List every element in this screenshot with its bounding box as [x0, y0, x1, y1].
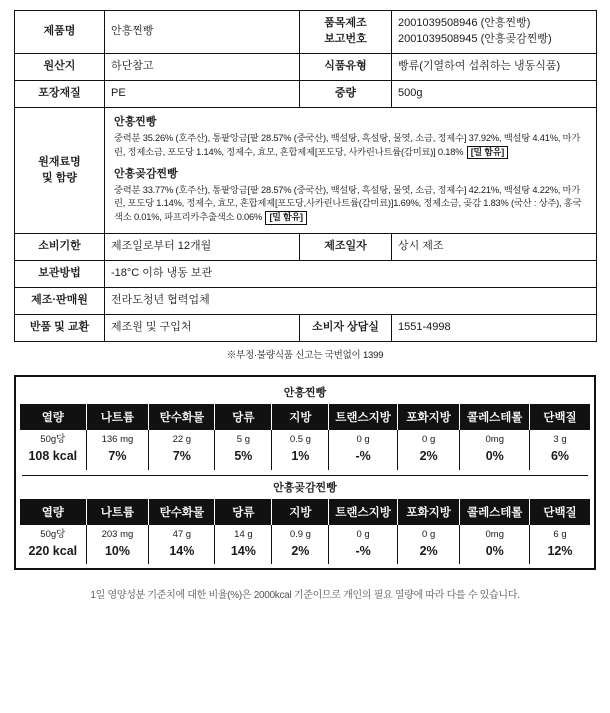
nutrition-cell-protein	[530, 525, 590, 565]
nutrition-value-row-1	[20, 430, 590, 470]
nutrition-header-sugars: 당류	[215, 404, 272, 430]
row-label-manufacturer: 제조·판매원	[15, 288, 105, 315]
nutrition-header-sodium: 나트륨	[86, 404, 149, 430]
report-number-line-2: 2001039508945 (안흥곶감찐빵)	[398, 32, 552, 45]
table-row	[15, 234, 597, 261]
carbs-amount-2: 47 g	[172, 528, 192, 540]
nutrition-header-sugars: 당류	[215, 499, 272, 525]
ingredient-title-2: 안흥곶감찐빵	[114, 167, 178, 180]
sugars-percent-1: 5%	[234, 448, 253, 463]
nutrition-title-1: 안흥찐빵	[283, 387, 327, 400]
nutrition-cell-cholesterol	[460, 525, 530, 565]
ingredient-block-2	[114, 167, 588, 226]
row-label-manufacture-date: 제조일자	[300, 234, 392, 261]
daily-value-note: 1일 영양성분 기준치에 대한 비율(%)은 2000kcal 기준이므로 개인의 필요 열량에 따라 다를 수 있습니다.	[90, 590, 520, 602]
allergen-badge-2: [밀 함유]	[265, 211, 306, 225]
ingredient-block-1	[114, 115, 588, 160]
saturated-fat-amount-1: 0 g	[422, 434, 436, 446]
carbs-percent-2: 14%	[169, 543, 195, 558]
nutrition-cell-saturated-fat	[397, 525, 460, 565]
nutrition-cell-trans-fat	[329, 430, 397, 470]
sodium-amount-2: 203 mg	[101, 528, 134, 540]
trans-fat-amount-1: 0 g	[356, 434, 370, 446]
carbs-amount-1: 22 g	[172, 434, 192, 446]
nutrition-header-cholesterol: 콜레스테롤	[460, 499, 530, 525]
nutrition-header-trans-fat: 트랜스지방	[329, 404, 397, 430]
fat-amount-1: 0.5 g	[289, 434, 311, 446]
sodium-percent-1: 7%	[108, 448, 127, 463]
table-row	[15, 288, 597, 315]
saturated-fat-amount-2: 0 g	[422, 528, 436, 540]
nutrition-header-row-2	[20, 499, 590, 525]
nutrition-cell-fat	[272, 525, 329, 565]
cholesterol-percent-1: 0%	[485, 448, 504, 463]
trans-fat-amount-2: 0 g	[356, 528, 370, 540]
cholesterol-percent-2: 0%	[485, 543, 504, 558]
row-label-product-name: 제품명	[15, 11, 105, 54]
protein-amount-1: 3 g	[553, 434, 567, 446]
nutrition-cell-cholesterol	[460, 430, 530, 470]
row-value-expiry: 제조일로부터 12개월	[105, 234, 300, 261]
nutrition-table-2	[20, 499, 590, 565]
row-value-product-name: 안흥찐빵	[105, 11, 300, 54]
carbs-percent-1: 7%	[172, 448, 191, 463]
row-value-origin: 하단참고	[105, 53, 300, 80]
cholesterol-amount-1: 0mg	[485, 434, 504, 446]
nutrition-cell-calories	[20, 430, 86, 470]
ingredient-text-2	[114, 184, 588, 226]
table-row	[15, 315, 597, 342]
nutrition-cell-sugars	[215, 525, 272, 565]
nutrition-cell-sodium	[86, 430, 149, 470]
nutrition-cell-sodium	[86, 525, 149, 565]
calories-value-1: 108 kcal	[28, 448, 78, 463]
row-label-expiry: 소비기한	[15, 234, 105, 261]
nutrition-value-row-2	[20, 525, 590, 565]
nutrition-header-carbs: 탄수화물	[149, 499, 215, 525]
sodium-percent-2: 10%	[104, 543, 130, 558]
fat-percent-2: 2%	[291, 543, 310, 558]
nutrition-header-cholesterol: 콜레스테롤	[460, 404, 530, 430]
nutrition-cell-carbs	[149, 525, 215, 565]
nutrition-header-saturated-fat: 포화지방	[397, 404, 460, 430]
serving-size-2: 50g당	[40, 528, 66, 540]
ingredient-title-1: 안흥찐빵	[114, 115, 157, 128]
row-label-storage: 보관방법	[15, 261, 105, 288]
nutrition-header-trans-fat: 트랜스지방	[329, 499, 397, 525]
trans-fat-percent-1: -%	[355, 448, 371, 463]
sugars-percent-2: 14%	[230, 543, 256, 558]
saturated-fat-percent-1: 2%	[419, 448, 438, 463]
nutrition-header-carbs: 탄수화물	[149, 404, 215, 430]
row-label-packaging: 포장재질	[15, 80, 105, 107]
saturated-fat-percent-2: 2%	[419, 543, 438, 558]
row-label-customer-service: 소비자 상담실	[300, 315, 392, 342]
calories-value-2: 220 kcal	[28, 543, 78, 558]
nutrition-header-row-1	[20, 404, 590, 430]
nutrition-facts-block	[14, 375, 596, 570]
nutrition-title-2: 안흥곶감찐빵	[273, 481, 337, 494]
nutrition-header-calories: 열량	[20, 404, 86, 430]
serving-size-1: 50g당	[40, 434, 66, 446]
protein-percent-1: 6%	[550, 448, 570, 463]
nutrition-cell-fat	[272, 430, 329, 470]
table-row	[15, 11, 597, 54]
row-value-weight: 500g	[392, 80, 597, 107]
nutrition-cell-carbs	[149, 430, 215, 470]
fat-amount-2: 0.9 g	[289, 528, 311, 540]
trans-fat-percent-2: -%	[355, 543, 371, 558]
row-label-food-type: 식품유형	[300, 53, 392, 80]
table-row	[15, 261, 597, 288]
protein-amount-2: 6 g	[553, 528, 567, 540]
sugars-amount-2: 14 g	[234, 528, 253, 540]
report-number-line-1: 2001039508946 (안흥찐빵)	[398, 17, 531, 29]
cholesterol-amount-2: 0mg	[485, 528, 504, 540]
row-label-ingredients: 원재료명 및 함량	[15, 107, 105, 234]
nutrition-header-protein: 단백질	[530, 404, 590, 430]
nutrition-cell-calories	[20, 525, 86, 565]
table-row	[15, 80, 597, 107]
row-value-food-type: 빵류(기열하여 섭취하는 냉동식품)	[392, 53, 597, 80]
row-value-packaging: PE	[105, 80, 300, 107]
row-label-origin: 원산지	[15, 53, 105, 80]
row-label-weight: 중량	[300, 80, 392, 107]
ingredient-text-1	[114, 132, 588, 160]
protein-percent-2: 12%	[547, 543, 573, 558]
row-value-manufacture-date: 상시 제조	[392, 234, 597, 261]
row-label-returns: 반품 및 교환	[15, 315, 105, 342]
ingredient-text-1-value: 중력분 35.26% (호주산), 통팥앙금[팥 28.57% (중국산), 백설탕, 흑설탕, 물엿, 소금, 정제수] 37.92%, 백설탕 4.41%, 마가린, 정제소금, 포도당 1.14%, 정제수, 효모, 혼합제제[포도당, 사카린나트륨(감미료)] 0.18%	[114, 132, 581, 157]
nutrition-table-1	[20, 404, 590, 470]
row-label-report-number: 품목제조 보고번호	[300, 11, 392, 54]
sugars-amount-1: 5 g	[236, 434, 251, 446]
row-value-customer-service: 1551-4998	[392, 315, 597, 342]
nutrition-cell-sugars	[215, 430, 272, 470]
fat-percent-1: 1%	[291, 448, 310, 463]
nutrition-header-fat: 지방	[272, 404, 329, 430]
nutrition-header-calories: 열량	[20, 499, 86, 525]
row-value-manufacturer: 전라도청년 협력업체	[105, 288, 597, 315]
nutrition-header-saturated-fat: 포화지방	[397, 499, 460, 525]
report-footnote: ※부정·불량식품 신고는 국번없이 1399	[226, 350, 384, 362]
sodium-amount-1: 136 mg	[101, 434, 134, 446]
row-value-storage: -18°C 이하 냉동 보관	[105, 261, 597, 288]
allergen-badge-1: [밀 함유]	[467, 146, 508, 160]
nutrition-cell-saturated-fat	[397, 430, 460, 470]
table-row	[15, 53, 597, 80]
ingredients-cell	[105, 107, 597, 234]
ingredient-text-2-value: 중력분 33.77% (호주산), 통팥앙금[팥 28.57% (중국산), 백설탕, 흑설탕, 물엿, 소금, 정제수] 42.21%, 백설탕 4.22%, 마가린, 포도당 1.14%, 정제수, 효모, 혼합제제[포도당,사카린나트륨(감미료)]1.69%, 정제소금, 곶감 1.83% (국산 : 상주), 홍국색소 0.01%, 파프리카추출색소 0.06%	[114, 184, 582, 223]
nutrition-cell-trans-fat	[329, 525, 397, 565]
nutrition-header-sodium: 나트륨	[86, 499, 149, 525]
row-value-report-number	[392, 11, 597, 54]
table-row-ingredients	[15, 107, 597, 234]
nutrition-header-protein: 단백질	[530, 499, 590, 525]
row-value-returns: 제조원 및 구입처	[105, 315, 300, 342]
nutrition-header-fat: 지방	[272, 499, 329, 525]
product-info-table	[14, 10, 597, 342]
nutrition-cell-protein	[530, 430, 590, 470]
